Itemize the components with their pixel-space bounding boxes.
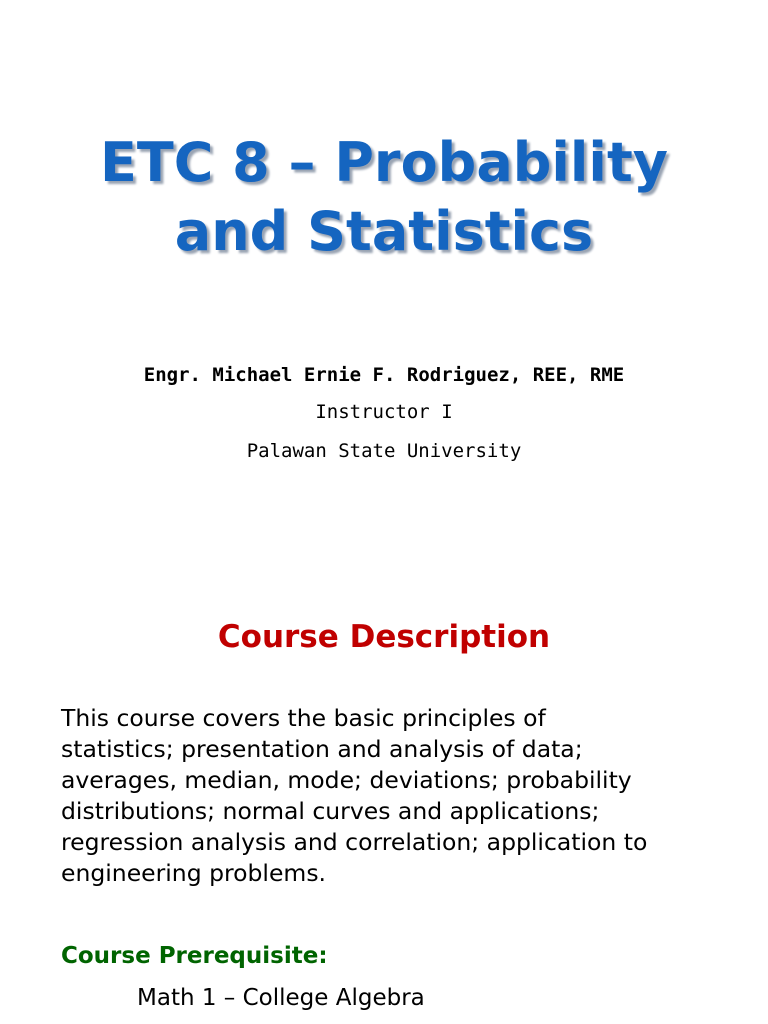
course-description-text [61,703,741,889]
description-line: distributions; normal curves and applications; [61,797,600,825]
title-line-1: ETC 8 – Probability [100,131,668,194]
author-name: Engr. Michael Ernie F. Rodriguez, REE, RME [143,364,625,386]
course-prerequisite-label: Course Prerequisite: [61,943,328,969]
author-institution: Palawan State University [246,440,522,462]
author-position: Instructor I [315,401,453,423]
description-line: averages, median, mode; deviations; probability [61,766,632,794]
description-line: statistics; presentation and analysis of data; [61,735,583,763]
course-prerequisite-value: Math 1 – College Algebra [137,985,425,1011]
description-line: regression analysis and correlation; application to [61,828,648,856]
course-description-heading: Course Description [217,619,551,655]
description-line: This course covers the basic principles of [61,704,546,732]
title-line-2: and Statistics [174,200,594,263]
description-line: engineering problems. [61,859,327,887]
